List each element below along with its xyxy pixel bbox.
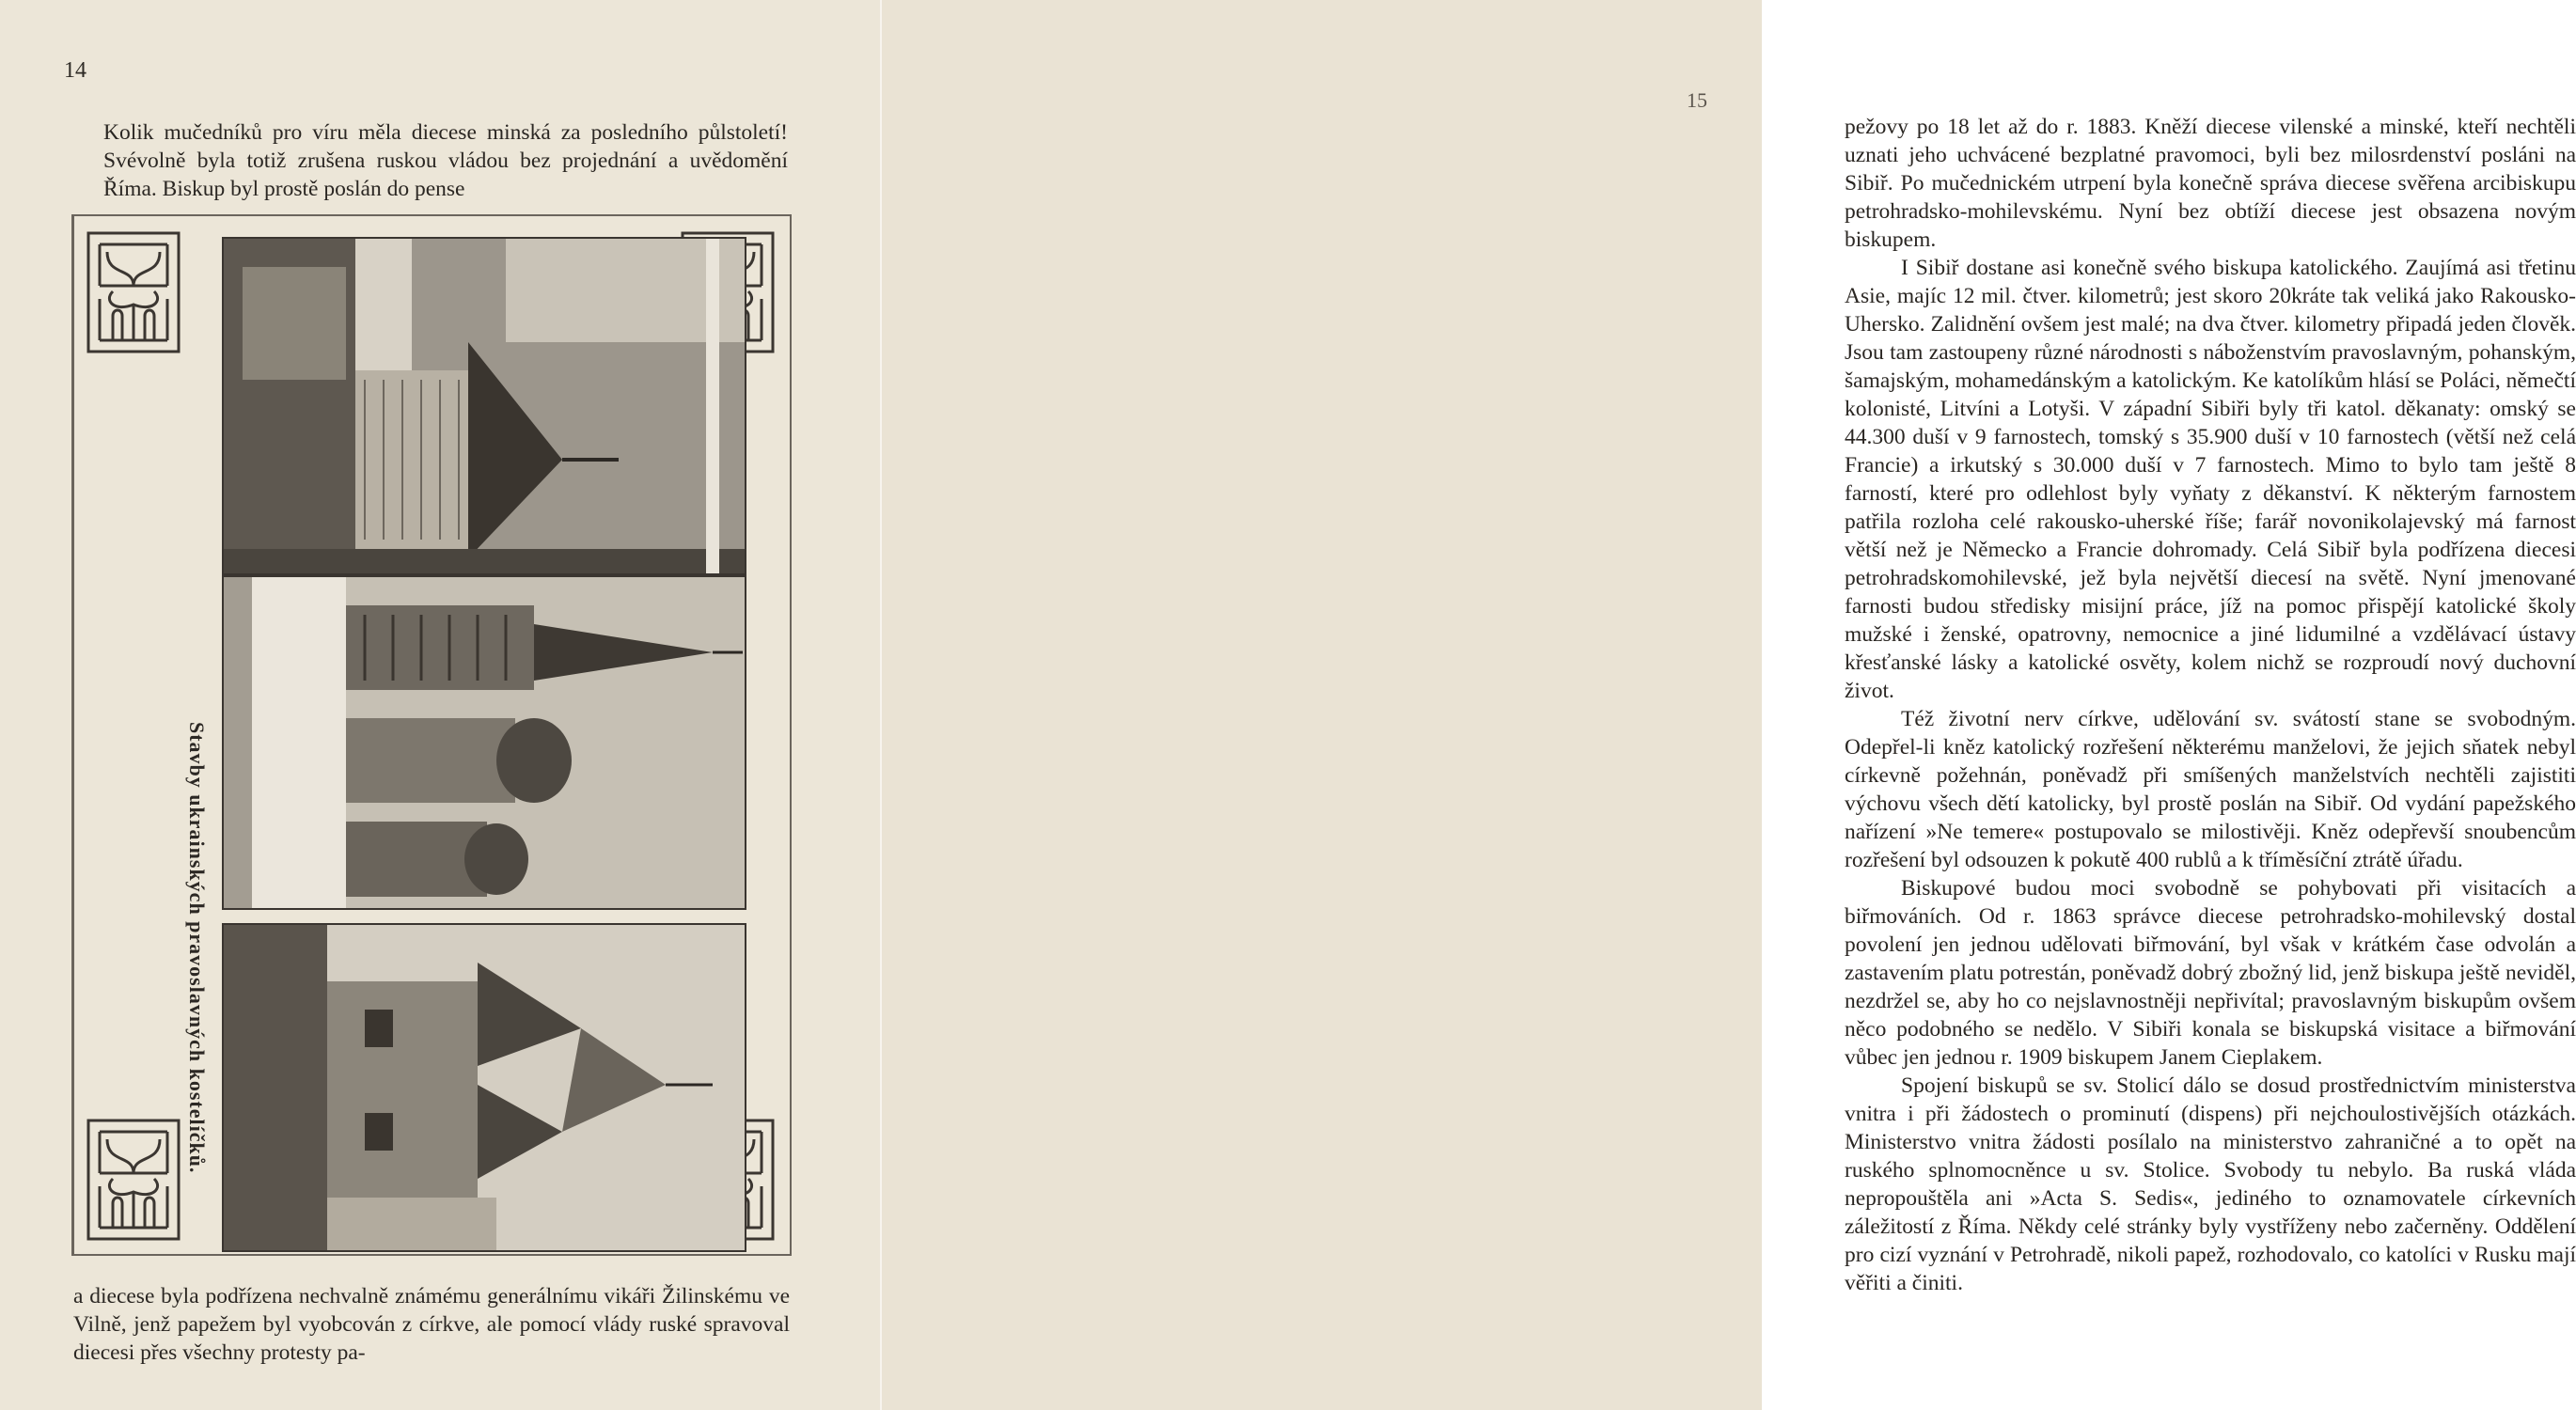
left-top-paragraph: Kolik mučedníků pro víru měla diecese minská za posledního půlstoletí! Svévolně byla totiž zrušena ruskou vládou bez projednání a uvědomění Říma. Biskup byl prostě poslán do pense — [103, 120, 788, 201]
left-page — [0, 0, 880, 1410]
right-paragraph: Biskupové budou moci svobodně se pohybovati při visitacích a biřmováních. Od r. 1863 správce diecese petrohradsko-mohilevský dostal povolení jen jednou udělovati biřmování, byl však v krátkém čase odvolán a zastavením platu potrestán, poněvadž dobrý zbožný lid, jenž biskupa ještě neviděl, nezdržel se, aby ho co nejslavnostněji nepřivítal; pravoslavným biskupům ovšem něco podobného se nedělo. V Sibiři konala se biskupská visitace a biřmování vůbec jen jednou r. 1909 biskupem Janem Cieplakem. — [1845, 876, 2576, 1070]
ornament-icon — [85, 229, 182, 355]
domed-church-photo — [222, 575, 746, 910]
plate-caption: Stavby ukrainských pravoslavných kostelíčků. — [185, 722, 209, 1174]
right-paragraph: pežovy po 18 let až do r. 1883. Kněží diecese vilenské a minské, kteří nechtěli uznati jeho uchvácené bezplatné pravomoci, byli bez milosrdenství posláni na Sibiř. Po mučednickém utrpení byla konečně správa diecese svěřena arcibiskupu petrohradsko-mohilevskému. Nyní bez obtíží diecese jest obsazena novým biskupem. — [1845, 115, 2576, 252]
wooden-church-photo — [222, 237, 746, 575]
right-text — [1845, 113, 2576, 1297]
left-top-text — [103, 118, 788, 203]
right-paragraph: Spojení biskupů se sv. Stolicí dálo se dosud prostřednictvím ministerstva vnitra i při žádostech o prominutí (dispens) při nejchoulostivějších otázkách. Ministerstvo vnitra žádosti posílalo na ministerstvo zahraničné a to opět na ruského splnomocněnce u sv. Stolice. Svobody tu nebylo. Ba ruská vláda nepropouštěla ani »Acta S. Sedis«, jediného to oznamovatele církevních záležitostí z Říma. Někdy celé stránky byly vystříženy nebo začerněny. Oddělení pro cizí vyznání v Petrohradě, nikoli papež, rozhodovalo, co katolíci v Rusku mají věřiti a činiti. — [1845, 1073, 2576, 1295]
right-page — [882, 0, 2576, 1410]
page-number-right: 15 — [1687, 88, 1707, 112]
right-paragraph: Též životní nerv církve, udělování sv. svátostí stane se svobodným. Odepřel-li kněz katolický rozřešení některému manželovi, že jejich sňatek nebyl církevně požehnán, poněvadž při smíšených manželstvích nechtěli zajistiti výchovu všech dětí katolicky, byl prostě poslán na Sibiř. Od vydání papežského nařízení »Ne temere« postupovalo se milostivěji. Kněz odepřevší snoubencům rozřešení byl odsouzen k pokutě 400 rublů a k tříměsíční ztrátě úřadu. — [1845, 707, 2576, 872]
right-paragraph: I Sibiř dostane asi konečně svého biskupa katolického. Zaujímá asi třetinu Asie, majíc 12 mil. čtver. kilometrů; jest skoro 20kráte tak veliká jako Rakousko-Uhersko. Zalidnění ovšem jest malé; na dva čtver. kilometry připadá jeden člověk. Jsou tam zastoupeny různé národnosti s náboženstvím pravoslavným, pohanským, šamajským, mohamedánským a katolickým. Ke katolíkům hlásí se Poláci, němečtí kolonisté, Litvíni a Lotyši. V západní Sibiři byly tři katol. děkanaty: omský se 44.300 duší v 9 farnostech, tomský s 35.900 duší v 10 farnostech (větší než celá Francie) a irkutský s 30.000 duší v 7 farnostech. Mimo to bylo tam ještě 8 farností, které pro odlehlost byly vyňaty z děkanství. K některým farnostem patřila rozloha celé rakousko-uherské říše; farář novonikolajevský má farnost větší než je Německo a Francie dohromady. Celá Sibiř byla podřízena diecesi petrohradskomohilevské, jež byla největší diecesí na světě. Nyní jmenované farnosti budou středisky misijní práce, jíž na pomoc přispějí katolické školy mužské i ženské, opatrovny, nemocnice a jiné lidumilné a vzdělávací ústavy křesťanské lásky a katolické osvěty, kolem nichž se rozproudí nový duchovní život. — [1845, 256, 2576, 703]
ornament-icon — [85, 1117, 182, 1243]
illustration-plate — [71, 214, 792, 1256]
left-bottom-paragraph: a diecese byla podřízena nechvalně známému generálnímu vikáři Žilinskému ve Vilně, jenž papežem byl vyobcován z církve, ale pomocí vlády ruské spravoval diecesi přes všechny protesty pa- — [73, 1284, 790, 1365]
page-number-left: 14 — [64, 58, 86, 83]
tiered-church-photo — [222, 923, 746, 1252]
left-bottom-text — [73, 1282, 790, 1367]
